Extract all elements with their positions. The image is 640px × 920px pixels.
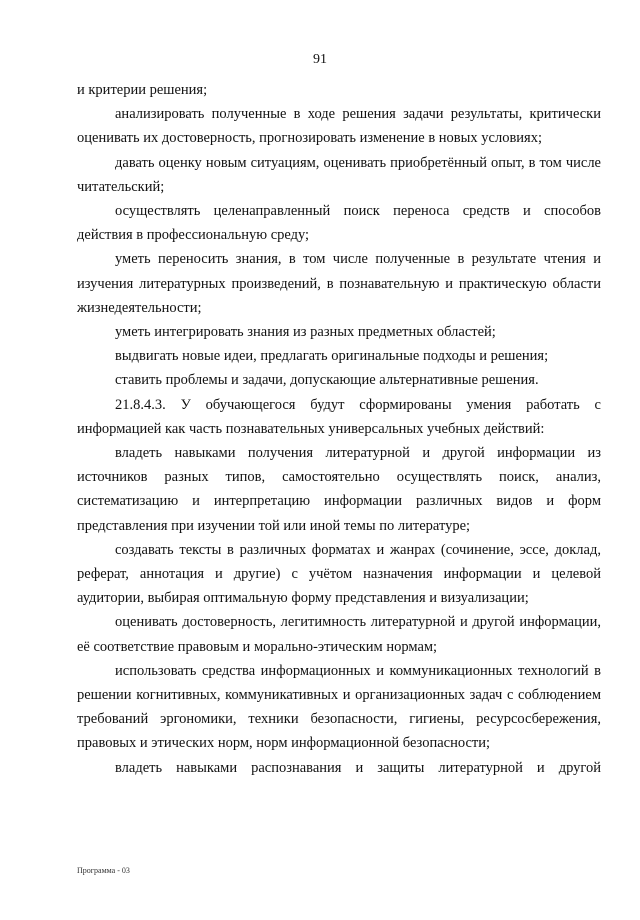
paragraph: выдвигать новые идеи, предлагать оригинальные подходы и решения; — [115, 348, 549, 365]
paragraph: уметь переносить знания, в том числе полученные в результате чтения и изучения литературных произведений, в познавательную и практическую области жизнедеятельности; — [77, 251, 601, 316]
paragraph: использовать средства информационных и коммуникационных технологий в решении когнитивных, коммуникативных и организационных задач с соблюдением требований эргономики, техники безопасности, гигиены, ресурсосбережения, правовых и этических норм, норм информационной безопасности; — [77, 662, 601, 752]
paragraph: ставить проблемы и задачи, допускающие альтернативные решения. — [115, 372, 539, 389]
document-body — [77, 78, 601, 780]
paragraph: владеть навыками получения литературной и другой информации из источников разных типов, самостоятельно осуществлять поиск, анализ, систематизацию и интерпретацию информации различных видов и форм представления при изучении той или иной темы по литературе; — [77, 445, 601, 534]
paragraph: давать оценку новым ситуациям, оценивать приобретённый опыт, в том числе читательский; — [77, 154, 601, 195]
paragraph: анализировать полученные в ходе решения задачи результаты, критически оценивать их достоверность, прогнозировать изменение в новых условиях; — [77, 106, 601, 147]
paragraph: оценивать достоверность, легитимность литературной и другой информации, её соответствие правовым и морально-этическим нормам; — [77, 614, 601, 655]
page-footer: Программа - 03 — [77, 866, 130, 875]
paragraph: создавать тексты в различных форматах и жанрах (сочинение, эссе, доклад, реферат, аннотация и другие) с учётом назначения информации и целевой аудитории, выбирая оптимальную форму представления и визуализации; — [77, 541, 601, 607]
paragraph: осуществлять целенаправленный поиск переноса средств и способов действия в профессиональную среду; — [77, 203, 601, 244]
paragraph: и критерии решения; — [77, 82, 208, 98]
page-number: 91 — [313, 52, 327, 67]
paragraph: 21.8.4.3. У обучающегося будут сформированы умения работать с информацией как часть познавательных универсальных учебных действий: — [77, 396, 601, 437]
paragraph: уметь интегрировать знания из разных предметных областей; — [115, 324, 496, 341]
paragraph: владеть навыками распознавания и защиты литературной и другой — [115, 759, 601, 776]
